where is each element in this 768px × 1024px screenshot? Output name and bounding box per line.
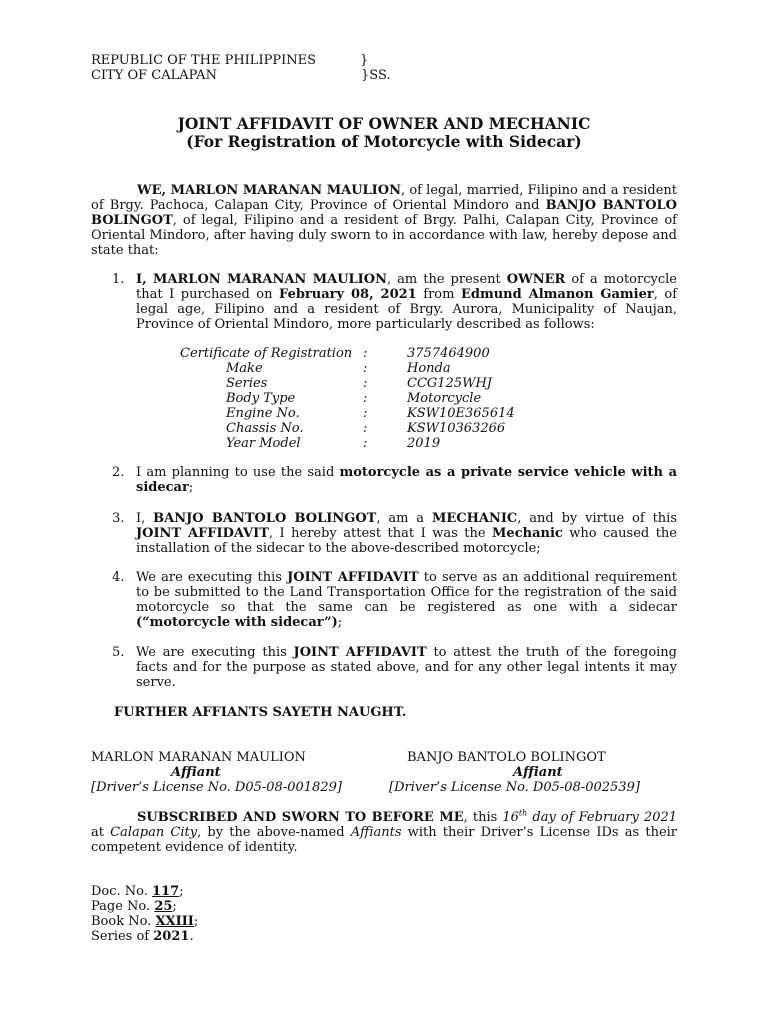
- jurat-t3: at: [91, 825, 111, 840]
- notarial-end: ;: [179, 884, 184, 899]
- item-3-t1: I,: [136, 511, 154, 526]
- notarial-value: 2021: [153, 929, 190, 944]
- notarial-value: 117: [152, 884, 180, 899]
- spec-colon: :: [363, 376, 368, 391]
- item-1-t3: from: [416, 287, 461, 302]
- spec-value: KSW10363266: [407, 421, 506, 436]
- spec-value: CCG125WHJ: [407, 376, 493, 391]
- item-3-name: BANJO BANTOLO BOLINGOT: [153, 511, 377, 526]
- notarial-label: Doc. No.: [91, 884, 153, 899]
- spec-label: Series: [226, 376, 268, 391]
- notarial-label: Page No.: [91, 899, 155, 914]
- jurat-t4: , by the above-named: [197, 825, 351, 840]
- item-2-number: 2.: [112, 465, 125, 480]
- item-5-text: [136, 645, 677, 690]
- spec-colon: :: [363, 421, 368, 436]
- spec-row: [180, 436, 580, 451]
- spec-colon: :: [363, 406, 368, 421]
- spec-row: [180, 346, 580, 361]
- jurat-bold: SUBSCRIBED AND SWORN TO BEFORE ME: [137, 810, 464, 825]
- item-1: [0, 272, 768, 342]
- further-affiants: FURTHER AFFIANTS SAYETH NAUGHT.: [114, 705, 407, 720]
- spec-colon: :: [363, 346, 368, 361]
- item-2: [0, 465, 768, 497]
- signatory-role: Affiant: [171, 765, 221, 780]
- notarial-register: [91, 884, 341, 944]
- vehicle-specs: [180, 346, 600, 454]
- item-4-t3: ;: [337, 615, 343, 630]
- item-1-owner-word: OWNER: [506, 272, 566, 287]
- item-1-owner-name: MARLON MARANAN MAULION: [153, 272, 387, 287]
- item-5-number: 5.: [112, 645, 125, 660]
- notarial-label: Book No.: [91, 914, 156, 929]
- item-1-i: I,: [136, 272, 154, 287]
- spec-label: Chassis No.: [226, 421, 304, 436]
- jurat-affiants: Affiants: [350, 825, 402, 840]
- intro-paragraph: [91, 183, 677, 258]
- spec-row: [180, 361, 580, 376]
- spec-label: Make: [226, 361, 263, 376]
- spec-value: Motorcycle: [407, 391, 482, 406]
- spec-value: 3757464900: [407, 346, 490, 361]
- spec-row: [180, 391, 580, 406]
- notarial-value: XXIII: [155, 914, 194, 929]
- spec-row: [180, 406, 580, 421]
- item-3-t4: , I hereby attest that I was the: [268, 526, 493, 541]
- intro-text-2: , of legal, Filipino and a resident of Brgy. Palhi, Calapan City, Province of Oriental Mindoro, after having duly sworn to in accordance with law, hereby depose and state that:: [91, 213, 677, 258]
- intro-mechanic-name: BANJO BANTOLO BOLINGOT: [91, 198, 677, 228]
- intro-we: WE,: [137, 183, 171, 198]
- item-3-t5: who caused the installation of the sidecar to the above-described motorcycle;: [136, 526, 677, 556]
- item-3-number: 3.: [112, 511, 125, 526]
- notarial-page-no: [91, 899, 341, 914]
- jurat-paragraph: [91, 810, 677, 855]
- item-1-seller: Edmund Almanon Gamier: [460, 287, 654, 302]
- jurat-t2: day of February 2021: [527, 810, 678, 825]
- signatory-name: BANJO BANTOLO BOLINGOT: [407, 750, 606, 765]
- venue-line-1: REPUBLIC OF THE PHILIPPINES: [91, 53, 316, 68]
- venue-brace-1: }: [360, 53, 369, 68]
- spec-colon: :: [363, 436, 368, 451]
- spec-label: Year Model: [226, 436, 301, 451]
- item-1-t1: , am the present: [386, 272, 507, 287]
- item-3-t3: , and by virtue of this: [517, 511, 677, 526]
- signatory-license: [Driver’s License No. D05-08-002539]: [389, 780, 640, 795]
- jurat-sup: th: [518, 808, 528, 818]
- notarial-end: ;: [172, 899, 177, 914]
- notarial-label: Series of: [91, 929, 154, 944]
- venue-line-2: CITY OF CALAPAN: [91, 68, 217, 83]
- document-title: JOINT AFFIDAVIT OF OWNER AND MECHANIC: [177, 114, 591, 133]
- jurat-place: Calapan City: [110, 825, 198, 840]
- jurat-t1: , this: [463, 810, 503, 825]
- item-4-text: [136, 570, 677, 630]
- signatory-name: MARLON MARANAN MAULION: [91, 750, 306, 765]
- spec-row: [180, 421, 580, 436]
- jurat-day: 16: [502, 810, 519, 825]
- notarial-end: .: [189, 929, 194, 944]
- spec-value: Honda: [407, 361, 451, 376]
- item-5-joint-affidavit: JOINT AFFIDAVIT: [293, 645, 427, 660]
- notarial-value: 25: [154, 899, 173, 914]
- item-2-text: [136, 465, 677, 495]
- item-3-t2: , am a: [376, 511, 432, 526]
- item-4-t1: We are executing this: [136, 570, 288, 585]
- item-2-t2: ;: [188, 480, 194, 495]
- signatory-owner: [91, 750, 381, 795]
- spec-label: Certificate of Registration: [180, 346, 353, 361]
- item-1-t2: of a motorcycle that I purchased on: [136, 272, 677, 302]
- notarial-doc-no: [91, 884, 341, 899]
- spec-row: [180, 376, 580, 391]
- item-4-t2: to serve as an additional requirement to be submitted to the Land Transportation Office for the registration of the said motorcycle so that the same can be registered as one with a sidecar: [136, 570, 677, 615]
- spec-label: Engine No.: [226, 406, 300, 421]
- item-1-t4: , of legal age, Filipino and a resident of Brgy. Aurora, Municipality of Naujan, Province of Oriental Mindoro, more particularly described as follows:: [136, 287, 678, 332]
- intro-owner-name: MARLON MARANAN MAULION: [170, 183, 401, 198]
- signatory-mechanic: [389, 750, 697, 795]
- item-4-joint-affidavit: JOINT AFFIDAVIT: [287, 570, 419, 585]
- spec-label: Body Type: [226, 391, 296, 406]
- signatory-license: [Driver’s License No. D05-08-001829]: [91, 780, 342, 795]
- item-4-number: 4.: [112, 570, 125, 585]
- signatory-role: Affiant: [513, 765, 563, 780]
- notarial-book-no: [91, 914, 341, 929]
- item-4-bold: (“motorcycle with sidecar”): [136, 615, 338, 630]
- item-1-text: [136, 272, 677, 332]
- item-3-mechanic: MECHANIC: [431, 511, 518, 526]
- spec-value: 2019: [407, 436, 441, 451]
- item-5-t1: We are executing this: [136, 645, 294, 660]
- notarial-series: [91, 929, 341, 944]
- spec-value: KSW10E365614: [407, 406, 515, 421]
- document-subtitle: (For Registration of Motorcycle with Sidecar): [186, 132, 582, 151]
- item-3: [0, 511, 768, 558]
- item-5: [0, 645, 768, 692]
- spec-colon: :: [363, 361, 368, 376]
- item-3-joint-affidavit: JOINT AFFIDAVIT: [136, 526, 269, 541]
- venue-ss: }SS.: [361, 68, 391, 83]
- item-3-text: [136, 511, 677, 556]
- venue-header: [91, 53, 511, 85]
- item-5-t2: to attest the truth of the foregoing facts and for the purpose as stated above, and for any other legal intents it may serve.: [136, 645, 677, 690]
- item-2-bold: motorcycle as a private service vehicle with a sidecar: [136, 465, 677, 495]
- item-3-mechanic-2: Mechanic: [492, 526, 563, 541]
- item-1-date: February 08, 2021: [279, 287, 417, 302]
- jurat-t5: with their Driver’s License IDs as their competent evidence of identity.: [91, 825, 678, 855]
- notarial-end: ;: [193, 914, 199, 929]
- item-4: [0, 570, 768, 632]
- item-1-number: 1.: [112, 272, 125, 287]
- item-2-t1: I am planning to use the said: [136, 465, 340, 480]
- spec-colon: :: [363, 391, 368, 406]
- intro-text-1: , of legal, married, Filipino and a resident of Brgy. Pachoca, Calapan City, Province of Oriental Mindoro and: [91, 183, 678, 213]
